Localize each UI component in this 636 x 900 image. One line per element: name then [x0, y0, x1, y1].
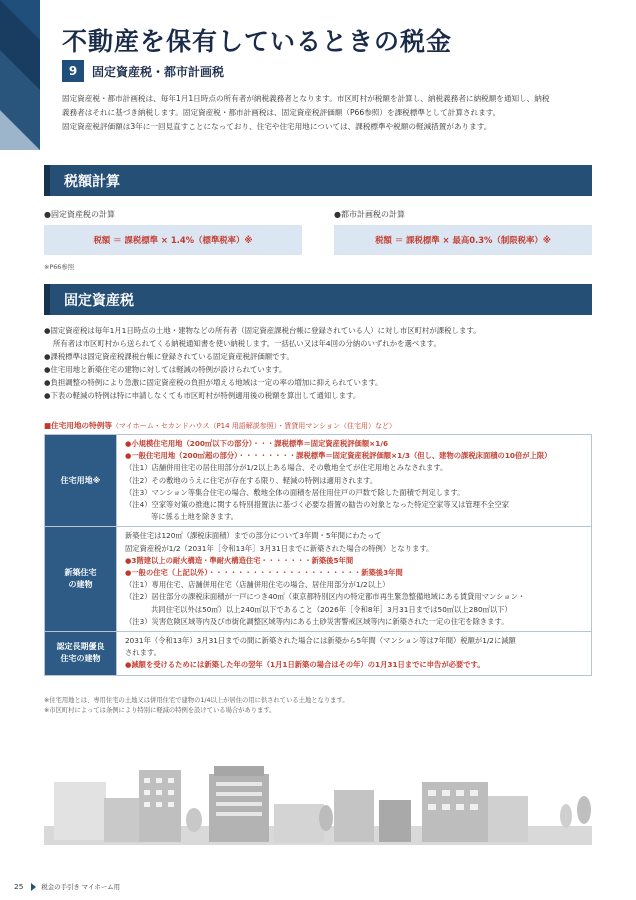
- special-provisions-table: [44, 434, 592, 676]
- row-head-new-building: [45, 527, 117, 632]
- table-row: [45, 632, 592, 676]
- section-heading-label: 固定資産税・都市計画税: [92, 64, 225, 79]
- intro-line: 義務者はそれに基づき納税します。固定資産税・都市計画税は、固定資産税評価額（P66参照）を課税標準として計算されます。: [62, 108, 501, 117]
- row-head-line: 新築住宅: [64, 568, 97, 578]
- row-head-line: 住宅の建物: [60, 654, 101, 664]
- note-line: （注3）マンション等集合住宅の場合、敷地全体の面積を居住用住戸の戸数で除した面積で判定します。: [125, 487, 465, 497]
- row-head-long-term-housing: [45, 632, 117, 676]
- body-line: 固定資産税が1/2（2031年［令和13年］3月31日までに新築された場合の特例）となります。: [125, 543, 434, 553]
- section-heading: [62, 60, 224, 82]
- table-row: [45, 527, 592, 632]
- section-bar-fixed-asset-tax: 固定資産税: [44, 284, 592, 315]
- section-number-badge: 9: [62, 60, 84, 82]
- note-line: （注1）専用住宅、店舗併用住宅（店舗併用住宅の場合、居住用部分が1/2以上）: [125, 580, 390, 590]
- body-line: 2031年（令和13年）3月31日までの間に新築された場合には新築から5年間（マンション等は7年間）税額が1/2に減額: [125, 636, 516, 646]
- bullet-item: ●下表の軽減の特例は特に申請しなくても市区町村が特例適用後の税額を算出して通知します。: [44, 391, 361, 400]
- page-footer: [14, 882, 120, 891]
- body-line: されます。: [125, 648, 161, 658]
- body-line: 新築住宅は120㎡（課税床面積）までの部分について3年間・5年間にわたって: [125, 531, 382, 541]
- table-row: [45, 435, 592, 527]
- fixed-tax-calc-label: ●固定資産税の計算: [44, 210, 115, 219]
- row-head-residential-land: 住宅用地※: [45, 435, 117, 527]
- triangle-icon: [31, 883, 36, 891]
- page-title: 不動産を保有しているときの税金: [62, 27, 453, 56]
- row-head-line: 認定長期優良: [56, 642, 105, 652]
- corner-decoration: [0, 0, 40, 150]
- footnotes: [44, 696, 349, 716]
- note-line: （注4）空家等対策の推進に関する特別措置法に基づく必要な措置の勧告の対象となった特定空家等又は管理不全空家: [125, 500, 510, 510]
- bullet-item-continuation: 所有者は市区町村から送られてくる納税通知書を使い納税します。一括払い又は年4回の分納のいずれかを選べます。: [53, 339, 441, 348]
- note-line-indent: 共同住宅以外は50㎡）以上240㎡以下であること（2026年［令和8年］3月31日までは50㎡以上280㎡以下）: [151, 604, 512, 614]
- note-line: （注2）居住部分の課税床面積が一戸につき40㎡（東京都特別区内の特定都市再生緊急整備地域にある賃貸用マンション・: [125, 592, 526, 602]
- city-skyline-illustration: [44, 760, 592, 845]
- row-body-residential-land: [117, 435, 592, 527]
- row-body-new-building: [117, 527, 592, 632]
- note-line: （注1）店舗併用住宅の居住用部分が1/2以上ある場合、その敷地全てが住宅用地とみなされます。: [125, 463, 448, 473]
- row-body-long-term-housing: [117, 632, 592, 676]
- fixed-tax-formula: 税額 ＝ 課税標準 × 1.4%（標準税率）※: [44, 225, 302, 255]
- note-line: （注3）災害危険区域等内及び市街化調整区域等内にある土砂災害警戒区域等内に新築された一定の住宅を除きます。: [125, 616, 509, 626]
- calc-note: ※P66参照: [44, 263, 75, 271]
- special-provisions-subtitle: （マイホーム・セカンドハウス（P14 用語解説参照）・賃貸用マンション（住宅用）など）: [111, 422, 396, 430]
- section-bar-calc: 税額計算: [44, 165, 592, 196]
- bullet-item: ●課税標準は固定資産税課税台帳に登録されている固定資産税評価額です。: [44, 352, 294, 361]
- bullet-item: ●固定資産税は毎年1月1日時点の土地・建物などの所有者（固定資産課税台帳に登録されている人）に対し市区町村が課税します。: [44, 326, 481, 335]
- footer-title: 税金の手引き マイホーム用: [41, 883, 120, 891]
- bullet-item: ●負担調整の特例により急激に固定資産税の負担が増える地域は一定の率の増加に抑えられています。: [44, 378, 383, 387]
- highlight-line: ●小規模住宅用地（200㎡以下の部分）・・・課税標準＝固定資産税評価額×1/6: [125, 439, 389, 448]
- special-provisions-title: [44, 420, 396, 431]
- city-tax-calc-label: ●都市計画税の計算: [334, 210, 405, 219]
- row-head-line: の建物: [68, 580, 93, 590]
- highlight-line: ●一般住宅用地（200㎡超の部分）・・・・・・・・課税標準＝固定資産税評価額×1/3（但し、建物の課税床面積の10倍が上限）: [125, 451, 552, 461]
- highlight-line: ●減額を受けるためには新築した年の翌年（1月1日新築の場合はその年）の1月31日までに申告が必要です。: [125, 660, 485, 670]
- special-provisions-heading: ■住宅用地の特例等: [44, 421, 112, 430]
- city-tax-formula: 税額 ＝ 課税標準 × 最高0.3%（制限税率）※: [334, 225, 592, 255]
- intro-text: [62, 92, 602, 134]
- highlight-line: ●3階建以上の耐火構造・準耐火構造住宅・・・・・・・新築後5年間: [125, 555, 354, 565]
- footnote: ※市区町村によっては条例により特別に軽減の特例を設けている場合があります。: [44, 707, 276, 714]
- footnote: ※住宅用地とは、専用住宅の土地又は併用住宅で建物の1/4以上が居住の用に供されている土地となります。: [44, 697, 349, 704]
- highlight-line: ●一般の住宅（上記以外）・・・・・・・・・・・・・・・・・・・・・新築後3年間: [125, 568, 403, 578]
- fixed-tax-bullets: [44, 324, 594, 402]
- intro-line: 固定資産税・都市計画税は、毎年1月1日時点の所有者が納税義務者となります。市区町村が税額を計算し、納税義務者に納税額を通知し、納税: [62, 94, 550, 103]
- intro-line: 固定資産税評価額は3年に一回見直すことになっており、住宅や住宅用地については、課税標準や税額の軽減措置があります。: [62, 122, 492, 131]
- note-line: （注2）その敷地のうえに住宅が存在する限り、軽減の特例は適用されます。: [125, 475, 378, 485]
- page-number: 25: [14, 882, 24, 891]
- bullet-item: ●住宅用地と新築住宅の建物に対しては軽減の特例が設けられています。: [44, 365, 287, 374]
- note-line-indent: 等に係る土地を除きます。: [151, 512, 238, 522]
